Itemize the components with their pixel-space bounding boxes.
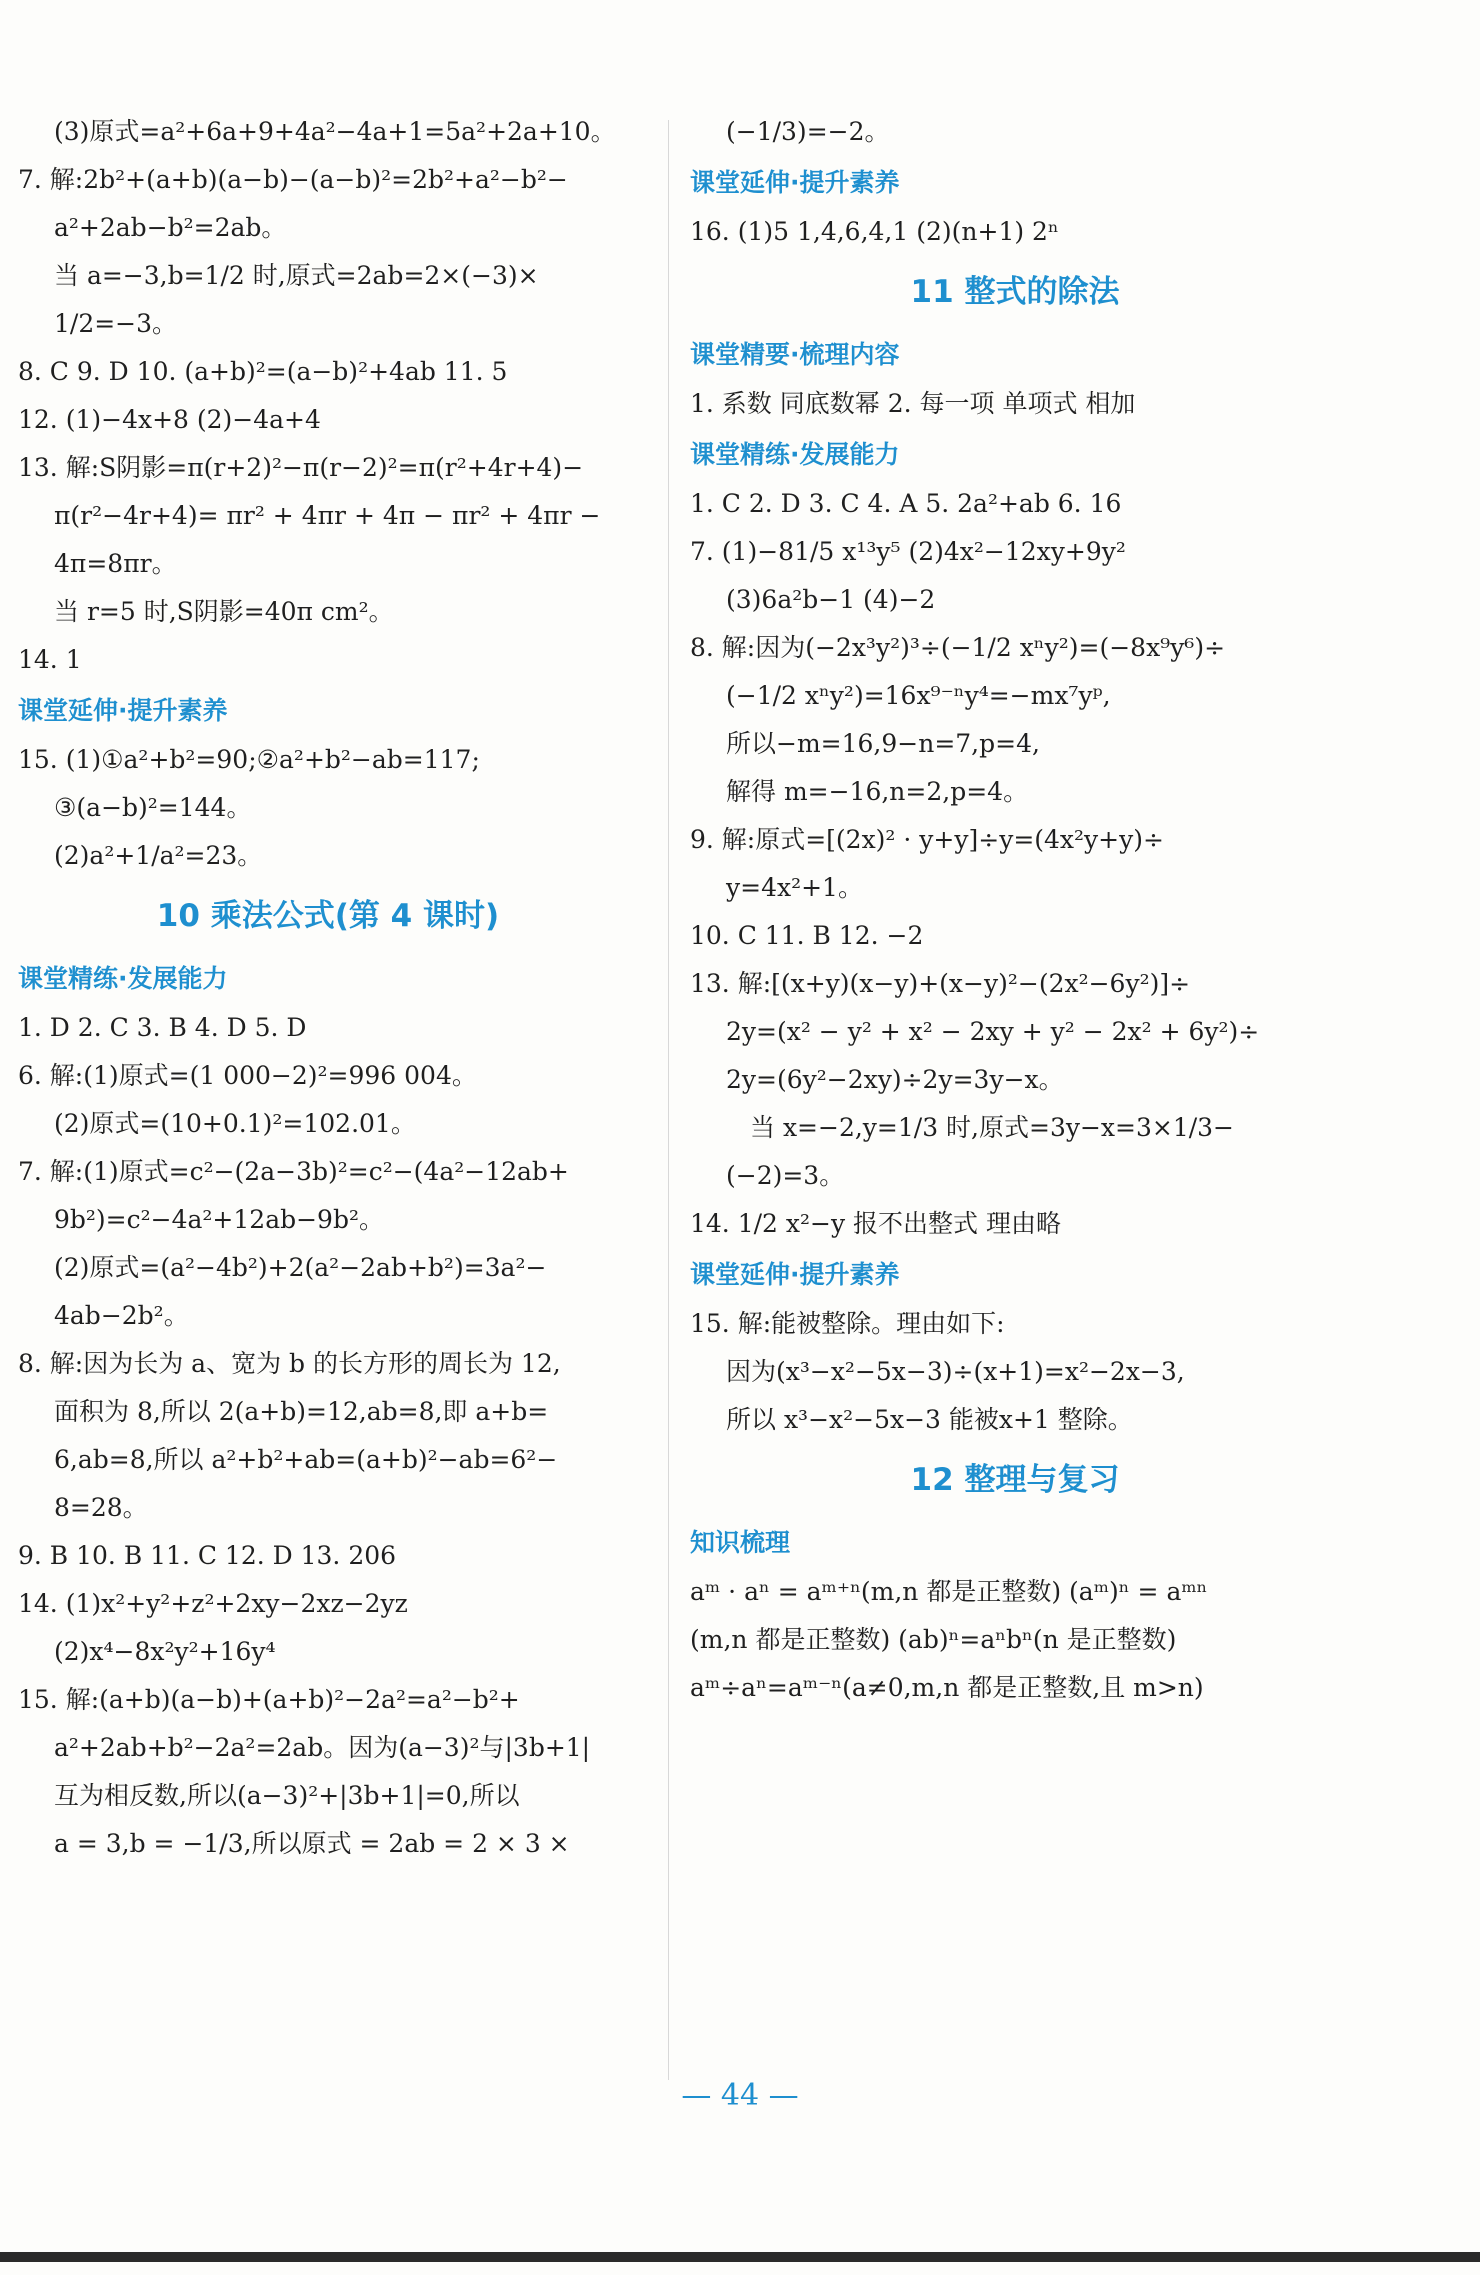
answer-line: 解得 m=−16,n=2,p=4。 <box>726 777 1029 806</box>
answer-line: 10. C 11. B 12. −2 <box>690 921 924 950</box>
answer-line: ③(a−b)²=144。 <box>54 793 252 822</box>
answer-line: 1. C 2. D 3. C 4. A 5. 2a²+ab 6. 16 <box>690 489 1122 518</box>
answer-line: y=4x²+1。 <box>726 873 863 902</box>
answer-line: 2y=(x² − y² + x² − 2xy + y² − 2x² + 6y²)÷ <box>726 1017 1260 1046</box>
lesson-title: 11 整式的除法 <box>910 274 1120 310</box>
answer-line: (−1/2 xⁿy²)=16x⁹⁻ⁿy⁴=−mx⁷yᵖ, <box>726 681 1111 710</box>
answer-line: 面积为 8,所以 2(a+b)=12,ab=8,即 a+b= <box>54 1397 549 1426</box>
section-heading: 课堂精要·梳理内容 <box>690 340 900 369</box>
answer-line: 9. 解:原式=[(2x)² · y+y]÷y=(4x²y+y)÷ <box>690 825 1164 854</box>
answer-line: 7. (1)−81/5 x¹³y⁵ (2)4x²−12xy+9y² <box>690 537 1126 566</box>
answer-line: 14. 1 <box>18 645 82 674</box>
bottom-rule <box>0 2252 1480 2262</box>
section-heading: 课堂延伸·提升素养 <box>690 1260 900 1289</box>
answer-line: 8. 解:因为长为 a、宽为 b 的长方形的周长为 12, <box>18 1349 561 1378</box>
lesson-title: 10 乘法公式(第 4 课时) <box>156 898 500 934</box>
answer-line: a²+2ab+b²−2a²=2ab。因为(a−3)²与|3b+1| <box>54 1733 591 1762</box>
answer-line: 12. (1)−4x+8 (2)−4a+4 <box>18 405 321 434</box>
answer-line: 8. 解:因为(−2x³y²)³÷(−1/2 xⁿy²)=(−8x⁹y⁶)÷ <box>690 633 1226 662</box>
answer-line: (2)a²+1/a²=23。 <box>54 841 263 870</box>
answer-line: 所以 x³−x²−5x−3 能被x+1 整除。 <box>726 1405 1133 1434</box>
answer-line: 7. 解:2b²+(a+b)(a−b)−(a−b)²=2b²+a²−b²− <box>18 165 568 194</box>
answer-line: 15. 解:(a+b)(a−b)+(a+b)²−2a²=a²−b²+ <box>18 1685 520 1714</box>
answer-line: (−1/3)=−2。 <box>726 117 890 146</box>
answer-line: 因为(x³−x²−5x−3)÷(x+1)=x²−2x−3, <box>726 1357 1185 1386</box>
answer-line: 2y=(6y²−2xy)÷2y=3y−x。 <box>726 1065 1064 1094</box>
answer-line: (−2)=3。 <box>726 1161 845 1190</box>
answer-line: 4π=8πr。 <box>54 549 177 578</box>
answer-line: (3)原式=a²+6a+9+4a²−4a+1=5a²+2a+10。 <box>54 117 616 146</box>
answer-line: 15. 解:能被整除。理由如下: <box>690 1309 1005 1338</box>
answer-line: (2)原式=(10+0.1)²=102.01。 <box>54 1109 416 1138</box>
answer-line: (2)原式=(a²−4b²)+2(a²−2ab+b²)=3a²− <box>54 1253 547 1282</box>
answer-line: aᵐ÷aⁿ=aᵐ⁻ⁿ(a≠0,m,n 都是正整数,且 m>n) <box>690 1673 1204 1702</box>
answer-line: a = 3,b = −1/3,所以原式 = 2ab = 2 × 3 × <box>54 1829 570 1858</box>
answer-line: 当 x=−2,y=1/3 时,原式=3y−x=3×1/3− <box>750 1113 1234 1142</box>
answer-line: 当 a=−3,b=1/2 时,原式=2ab=2×(−3)× <box>54 261 539 290</box>
answer-line: 所以−m=16,9−n=7,p=4, <box>726 729 1040 758</box>
answer-line: 6. 解:(1)原式=(1 000−2)²=996 004。 <box>18 1061 477 1090</box>
section-heading: 知识梳理 <box>690 1528 791 1557</box>
answer-line: 14. 1/2 x²−y 报不出整式 理由略 <box>690 1209 1061 1238</box>
answer-line: 9b²)=c²−4a²+12ab−9b²。 <box>54 1205 384 1234</box>
answer-line: 1/2=−3。 <box>54 309 178 338</box>
answer-line: 14. (1)x²+y²+z²+2xy−2xz−2yz <box>18 1589 408 1618</box>
answer-line: aᵐ · aⁿ = aᵐ⁺ⁿ(m,n 都是正整数) (aᵐ)ⁿ = aᵐⁿ <box>690 1577 1208 1606</box>
answer-line: (m,n 都是正整数) (ab)ⁿ=aⁿbⁿ(n 是正整数) <box>690 1625 1177 1654</box>
section-heading: 课堂精练·发展能力 <box>18 964 228 993</box>
section-heading: 课堂延伸·提升素养 <box>18 696 228 725</box>
answer-line: (3)6a²b−1 (4)−2 <box>726 585 936 614</box>
answer-line: 8=28。 <box>54 1493 148 1522</box>
section-heading: 课堂延伸·提升素养 <box>690 168 900 197</box>
answer-line: 9. B 10. B 11. C 12. D 13. 206 <box>18 1541 397 1570</box>
answer-line: 当 r=5 时,S阴影=40π cm²。 <box>54 597 394 626</box>
answer-line: 1. 系数 同底数幂 2. 每一项 单项式 相加 <box>690 389 1136 418</box>
answer-line: 互为相反数,所以(a−3)²+|3b+1|=0,所以 <box>54 1781 520 1810</box>
answer-line: a²+2ab−b²=2ab。 <box>54 213 287 242</box>
answer-line: 16. (1)5 1,4,6,4,1 (2)(n+1) 2ⁿ <box>690 217 1059 246</box>
answer-line: 15. (1)①a²+b²=90;②a²+b²−ab=117; <box>18 745 480 774</box>
answer-line: 13. 解:S阴影=π(r+2)²−π(r−2)²=π(r²+4r+4)− <box>18 453 584 482</box>
page-number: — 44 — <box>681 2078 799 2113</box>
section-heading: 课堂精练·发展能力 <box>690 440 900 469</box>
answer-line: 4ab−2b²。 <box>54 1301 189 1330</box>
answer-line: (2)x⁴−8x²y²+16y⁴ <box>54 1637 276 1666</box>
answer-line: π(r²−4r+4)= πr² + 4πr + 4π − πr² + 4πr − <box>54 501 601 530</box>
answer-line: 1. D 2. C 3. B 4. D 5. D <box>18 1013 307 1042</box>
left-column <box>18 108 638 1868</box>
right-column <box>690 108 1340 1712</box>
answer-line: 13. 解:[(x+y)(x−y)+(x−y)²−(2x²−6y²)]÷ <box>690 969 1191 998</box>
lesson-title: 12 整理与复习 <box>910 1462 1120 1498</box>
column-divider <box>668 120 669 2080</box>
answer-line: 7. 解:(1)原式=c²−(2a−3b)²=c²−(4a²−12ab+ <box>18 1157 569 1186</box>
answer-line: 6,ab=8,所以 a²+b²+ab=(a+b)²−ab=6²− <box>54 1445 558 1474</box>
answer-line: 8. C 9. D 10. (a+b)²=(a−b)²+4ab 11. 5 <box>18 357 508 386</box>
